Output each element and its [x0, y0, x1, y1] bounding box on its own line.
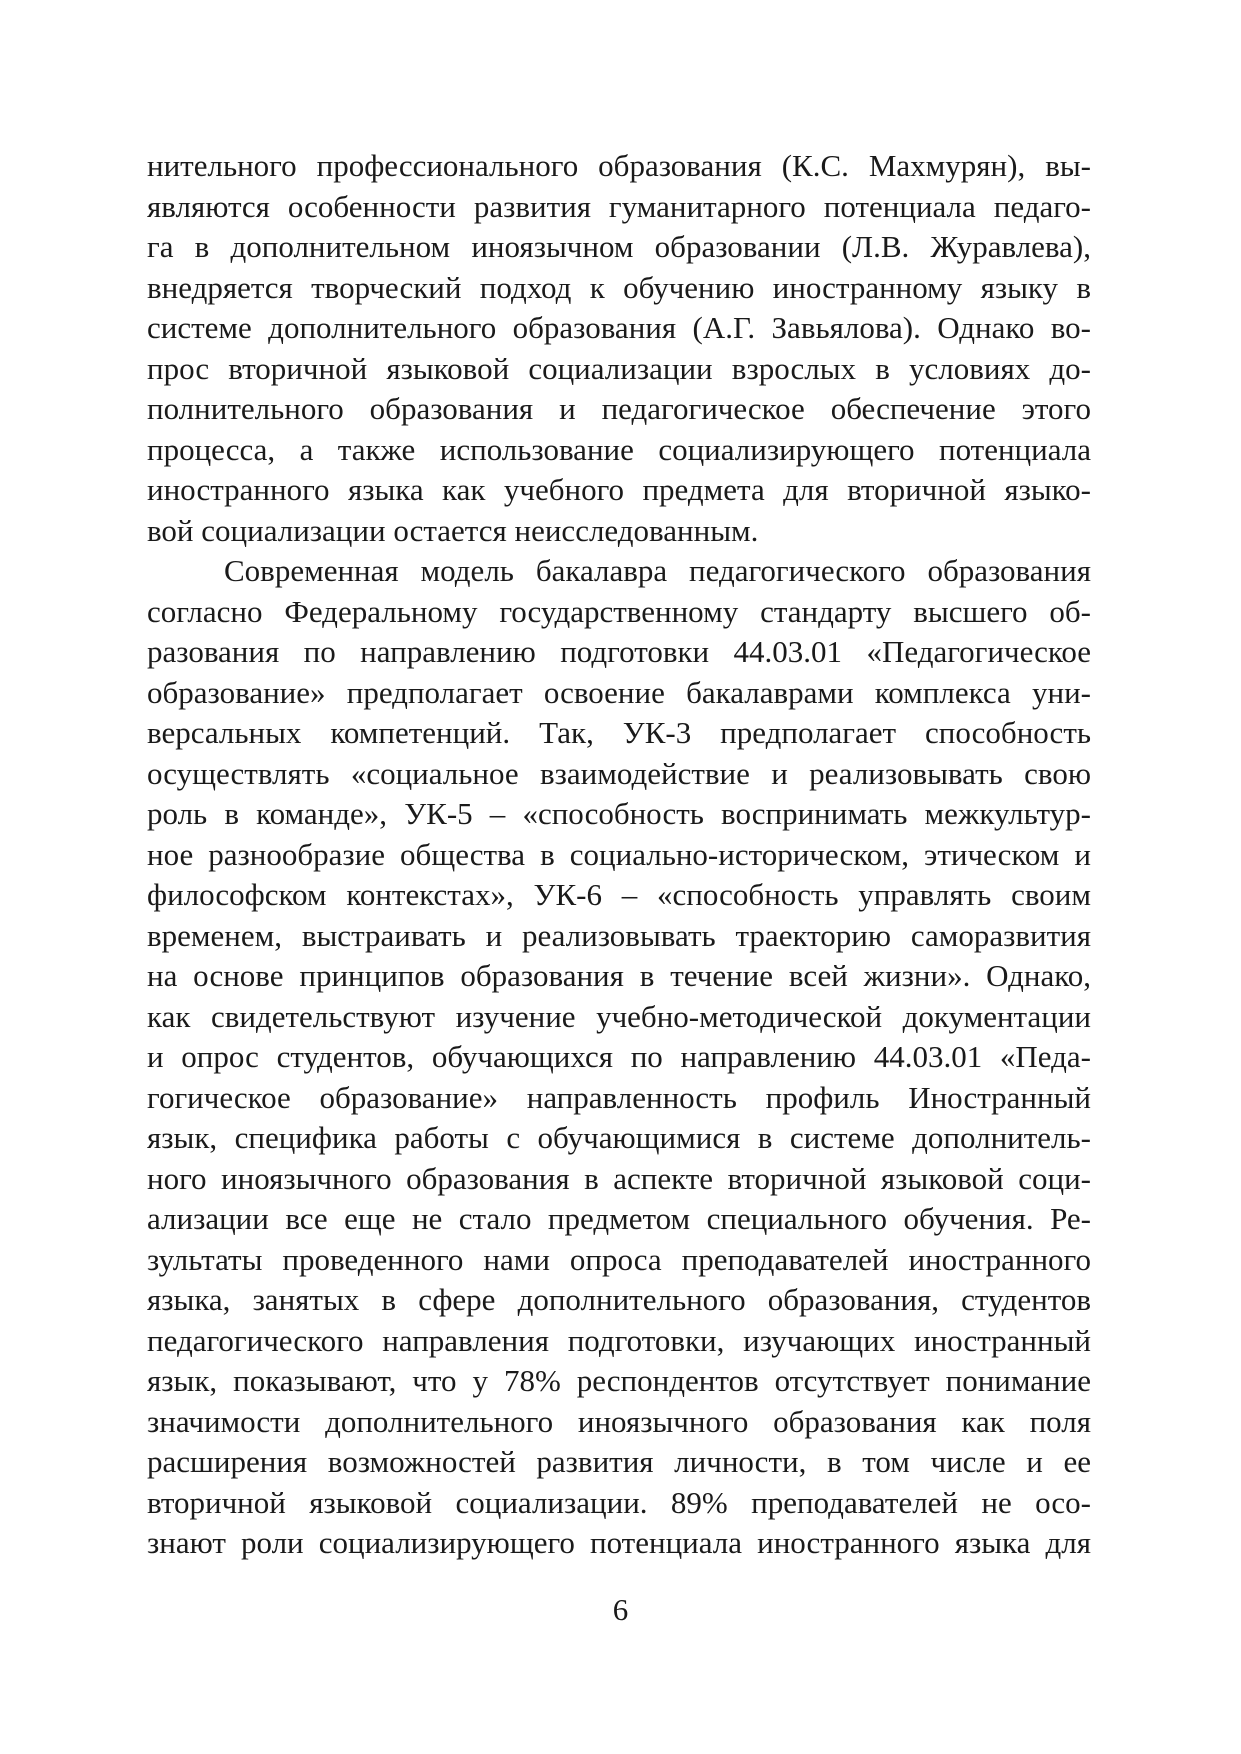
text-line: процесса, а также использование социализирующего потенциала	[147, 431, 1091, 467]
paragraph-2	[147, 551, 1091, 1564]
text-line: ное разнообразие общества в социально-историческом, этическом и	[147, 836, 1091, 872]
text-line: полнительного образования и педагогическое обеспечение этого	[147, 391, 1091, 426]
text-line: версальных компетенций. Так, УК-3 предполагает способность	[147, 715, 1091, 750]
text-line: Современная модель бакалавра педагогического образования	[224, 553, 1091, 588]
text-line: расширения возможностей развития личности, в том числе и ее	[147, 1444, 1091, 1479]
text-line: философском контекстах», УК-6 – «способность управлять своим	[147, 877, 1091, 912]
text-line: как свидетельствуют изучение учебно-методической документации	[147, 998, 1091, 1034]
text-line: га в дополнительном иноязычном образовании (Л.В. Журавлева),	[147, 229, 1091, 264]
text-line: согласно Федеральному государственному стандарту высшего об-	[147, 593, 1091, 629]
text-line: внедряется творческий подход к обучению иностранному языку в	[147, 269, 1091, 305]
text-line: разования по направлению подготовки 44.03.01 «Педагогическое	[147, 634, 1091, 669]
text-line: ализации все еще не стало предметом специального обучения. Ре-	[147, 1201, 1091, 1236]
text-line: знают роли социализирующего потенциала иностранного языка для	[147, 1525, 1091, 1560]
text-line: язык, специфика работы с обучающимися в системе дополнитель-	[147, 1120, 1091, 1155]
paragraph-1	[147, 146, 1091, 551]
text-line: на основе принципов образования в течение всей жизни». Однако,	[147, 958, 1091, 993]
text-line: ного иноязычного образования в аспекте вторичной языковой соци-	[147, 1160, 1091, 1196]
text-line: иностранного языка как учебного предмета для вторичной языко-	[147, 472, 1091, 507]
text-line: нительного профессионального образования (К.С. Махмурян), вы-	[147, 148, 1091, 183]
body-text	[147, 146, 1091, 1564]
text-line: и опрос студентов, обучающихся по направлению 44.03.01 «Педа-	[147, 1039, 1091, 1074]
text-line: образование» предполагает освоение бакалаврами комплекса уни-	[147, 674, 1091, 710]
text-line: вторичной языковой социализации. 89% преподавателей не осо-	[147, 1484, 1091, 1520]
text-line: являются особенности развития гуманитарного потенциала педаго-	[147, 188, 1091, 224]
page-number: 6	[612, 1592, 629, 1627]
text-line: роль в команде», УК-5 – «способность воспринимать межкультур-	[147, 796, 1091, 831]
text-line: язык, показывают, что у 78% респондентов отсутствует понимание	[147, 1363, 1091, 1398]
text-line: значимости дополнительного иноязычного образования как поля	[147, 1403, 1091, 1439]
text-line: зультаты проведенного нами опроса преподавателей иностранного	[147, 1241, 1091, 1277]
text-line: системе дополнительного образования (А.Г. Завьялова). Однако во-	[147, 310, 1091, 345]
text-line: временем, выстраивать и реализовывать траекторию саморазвития	[147, 917, 1091, 953]
text-line: вой социализации остается неисследованным.	[147, 512, 759, 548]
text-line: педагогического направления подготовки, изучающих иностранный	[147, 1322, 1091, 1358]
text-line: гогическое образование» направленность профиль Иностранный	[147, 1079, 1091, 1115]
text-line: осуществлять «социальное взаимодействие и реализовывать свою	[147, 755, 1091, 791]
text-line: языка, занятых в сфере дополнительного образования, студентов	[147, 1282, 1091, 1317]
text-line: прос вторичной языковой социализации взрослых в условиях до-	[147, 350, 1091, 386]
